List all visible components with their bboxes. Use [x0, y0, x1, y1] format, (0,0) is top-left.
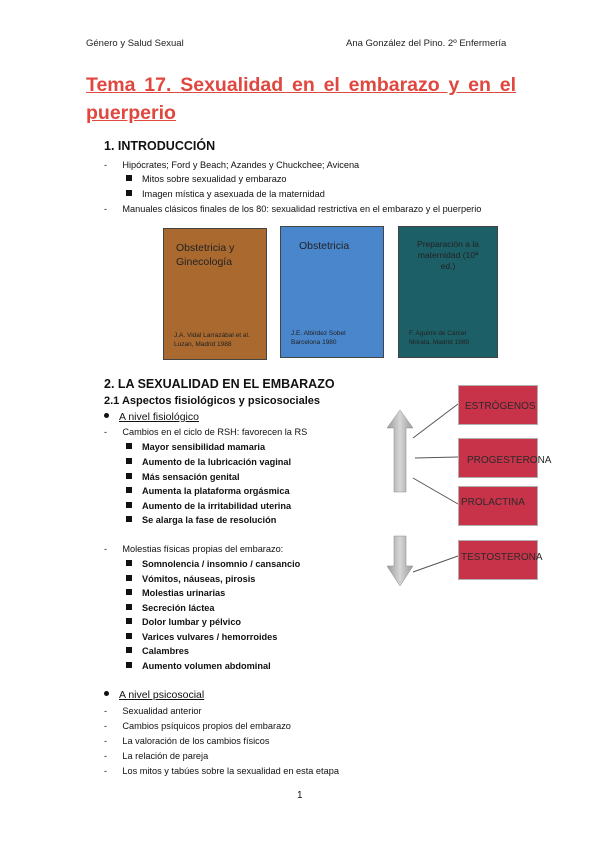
- page-title-continued: puerperio: [86, 102, 176, 124]
- book-title: Obstetricia y Ginecología: [176, 242, 235, 268]
- hormone-box-estrogenos: [458, 385, 538, 425]
- page-title: Tema 17. Sexualidad en el embarazo y en el: [86, 74, 516, 96]
- psico-list-item: - La valoración de los cambios físicos: [104, 736, 270, 746]
- molestias-item: - Molestias físicas propias del embarazo:: [104, 544, 284, 554]
- section-1-heading: 1. INTRODUCCIÓN: [104, 139, 216, 153]
- molestias-list-item: Secreción láctea: [126, 603, 215, 613]
- ciclo-list-item: Mayor sensibilidad mamaria: [126, 442, 265, 452]
- molestias-list-item: Calambres: [126, 646, 189, 656]
- psico-list-item: - La relación de pareja: [104, 751, 209, 761]
- intro-sub-2: Imagen mística y asexuada de la maternidad: [126, 189, 325, 199]
- book-footer: F. Aguirre de Cárcer Morata, Madrid 1989: [409, 330, 469, 346]
- hormone-box-testosterona: [458, 540, 543, 580]
- section-2-1-heading: 2.1 Aspectos fisiológicos y psicosociales: [104, 395, 321, 407]
- book-footer: J.A. Vidal Larrazábal et al. Luzan, Madrid 1988: [174, 332, 250, 348]
- molestias-list-item: Vómitos, náuseas, pirosis: [126, 574, 255, 584]
- hormone-label: TESTOSTERONA: [461, 552, 543, 563]
- hormone-box-progesterona: [458, 438, 552, 478]
- fisiologico-label: A nivel fisiológico: [104, 411, 199, 423]
- ciclo-list-item: Aumento de la lubricación vaginal: [126, 457, 291, 467]
- section-2-heading: 2. LA SEXUALIDAD EN EL EMBARAZO: [104, 377, 335, 391]
- molestias-list-item: Somnolencia / insomnio / cansancio: [126, 559, 300, 569]
- molestias-list-item: Dolor lumbar y pélvico: [126, 617, 241, 627]
- hormone-label: PROLACTINA: [461, 497, 525, 508]
- molestias-list-item: Aumento volumen abdominal: [126, 661, 271, 671]
- molestias-list-item: Molestias urinarias: [126, 588, 225, 598]
- book-title: Obstetricia: [299, 240, 350, 252]
- ciclo-item: - Cambios en el ciclo de RSH: favorecen la RS: [104, 427, 308, 437]
- ciclo-list-item: Se alarga la fase de resolución: [126, 515, 276, 525]
- hormone-box-prolactina: [458, 486, 538, 526]
- psico-list-item: - Cambios psíquicos propios del embarazo: [104, 721, 291, 731]
- intro-sub-1: Mitos sobre sexualidad y embarazo: [126, 174, 287, 184]
- book-title: Preparación a la maternidad (10ª ed.): [417, 239, 479, 271]
- intro-item-1: - Hipócrates; Ford y Beach; Azandes y Chuckchee; Avicena: [104, 160, 360, 170]
- page-number: 1: [297, 790, 303, 801]
- psicosocial-label: A nivel psicosocial: [104, 689, 204, 701]
- book-cover-obstetricia: [280, 226, 384, 358]
- arrow-down-icon: [387, 536, 413, 586]
- psico-list-item: - Sexualidad anterior: [104, 706, 202, 716]
- header-left: Género y Salud Sexual: [86, 38, 184, 49]
- book-cover-obstetricia-ginecologia: [163, 228, 267, 360]
- hormone-label: PROGESTERONA: [467, 455, 552, 466]
- intro-item-2: - Manuales clásicos finales de los 80: sexualidad restrictiva en el embarazo y el puerperio: [104, 204, 482, 214]
- header-right: Ana González del Pino. 2º Enfermería: [346, 38, 507, 49]
- book-cover-preparacion-maternidad: [398, 226, 498, 358]
- hormone-label: ESTRÓGENOS: [465, 401, 536, 412]
- psico-list-item: - Los mitos y tabúes sobre la sexualidad en esta etapa: [104, 766, 339, 776]
- arrow-up-icon: [387, 410, 413, 492]
- molestias-list-item: Varices vulvares / hemorroides: [126, 632, 277, 642]
- ciclo-list-item: Más sensación genital: [126, 472, 240, 482]
- ciclo-list-item: Aumento de la irritabilidad uterina: [126, 501, 291, 511]
- book-footer: J.E. Albirdez Sobel Barcelona 1980: [291, 330, 346, 346]
- ciclo-list-item: Aumenta la plataforma orgásmica: [126, 486, 290, 496]
